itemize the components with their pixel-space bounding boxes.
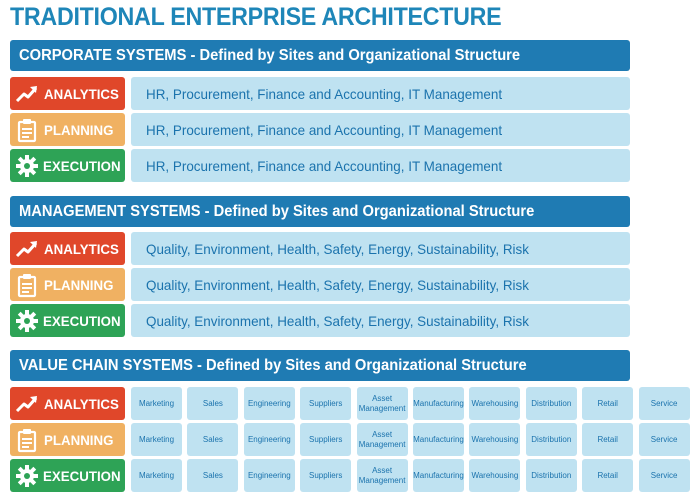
content-text: Quality, Environment, Health, Safety, Energy, Sustainability, Risk	[146, 240, 529, 257]
management-planning-content	[131, 268, 630, 301]
planning-badge	[10, 113, 125, 146]
analytics-label: ANALYTICS	[44, 395, 119, 412]
value-chain-cell: Service	[639, 423, 690, 456]
value-chain-cell: Marketing	[131, 387, 182, 420]
value-chain-cell: Warehousing	[469, 387, 520, 420]
value-chain-cell: Asset Management	[357, 387, 408, 420]
value-chain-cell: Marketing	[131, 459, 182, 492]
gear-icon	[14, 308, 39, 334]
value-chain-cell: Engineering	[244, 459, 295, 492]
section-header-value-chain	[10, 350, 630, 381]
value-chain-cell: Asset Management	[357, 423, 408, 456]
value-chain-cell: Manufacturing	[413, 459, 464, 492]
value-chain-cell: Service	[639, 459, 690, 492]
execution-label: EXECUTION	[43, 467, 121, 484]
value-chain-cell: Sales	[187, 459, 238, 492]
analytics-badge	[10, 77, 125, 110]
value-chain-cell: Manufacturing	[413, 423, 464, 456]
clipboard-icon	[14, 427, 40, 453]
execution-badge	[10, 149, 125, 182]
section-header-corporate	[10, 40, 630, 71]
value-chain-cell: Sales	[187, 423, 238, 456]
planning-label: PLANNING	[44, 431, 114, 448]
value-chain-cell: Suppliers	[300, 459, 351, 492]
planning-badge	[10, 268, 125, 301]
value-chain-row-execution	[10, 459, 678, 492]
planning-badge	[10, 423, 125, 456]
value-chain-cell: Retail	[582, 387, 633, 420]
planning-label: PLANNING	[44, 276, 114, 293]
value-chain-row-planning	[10, 423, 678, 456]
section-header-management	[10, 196, 630, 227]
gear-icon	[14, 153, 39, 179]
corporate-row-planning	[10, 113, 630, 146]
value-chain-cell: Distribution	[526, 459, 577, 492]
value-chain-cell: Retail	[582, 459, 633, 492]
content-text: HR, Procurement, Finance and Accounting, IT Management	[146, 157, 503, 174]
corporate-execution-content	[131, 149, 630, 182]
page-title: TRADITIONAL ENTERPRISE ARCHITECTURE	[10, 3, 502, 31]
corporate-row-execution	[10, 149, 630, 182]
management-row-analytics	[10, 232, 630, 265]
value-chain-cell: Distribution	[526, 387, 577, 420]
value-chain-cell: Manufacturing	[413, 387, 464, 420]
execution-label: EXECUTION	[43, 312, 121, 329]
execution-badge	[10, 304, 125, 337]
value-chain-cell: Asset Management	[357, 459, 408, 492]
value-chain-cell: Sales	[187, 387, 238, 420]
section-header-text: VALUE CHAIN SYSTEMS - Defined by Sites and Organizational Structure	[19, 356, 527, 374]
management-row-planning	[10, 268, 630, 301]
section-header-text: CORPORATE SYSTEMS - Defined by Sites and Organizational Structure	[19, 46, 521, 64]
content-text: HR, Procurement, Finance and Accounting, IT Management	[146, 121, 503, 138]
analytics-badge	[10, 387, 125, 420]
clipboard-icon	[14, 117, 40, 143]
value-chain-cell: Suppliers	[300, 423, 351, 456]
execution-label: EXECUTION	[43, 157, 121, 174]
value-chain-cell: Warehousing	[469, 459, 520, 492]
management-execution-content	[131, 304, 630, 337]
planning-label: PLANNING	[44, 121, 114, 138]
value-chain-cell: Retail	[582, 423, 633, 456]
value-chain-cell: Marketing	[131, 423, 182, 456]
value-chain-cell: Warehousing	[469, 423, 520, 456]
value-chain-cell: Engineering	[244, 387, 295, 420]
management-row-execution	[10, 304, 630, 337]
execution-badge	[10, 459, 125, 492]
trend-up-icon	[14, 81, 40, 107]
value-chain-cell: Suppliers	[300, 387, 351, 420]
value-chain-cell: Service	[639, 387, 690, 420]
analytics-label: ANALYTICS	[44, 240, 119, 257]
content-text: Quality, Environment, Health, Safety, Energy, Sustainability, Risk	[146, 312, 529, 329]
gear-icon	[14, 463, 39, 489]
corporate-analytics-content	[131, 77, 630, 110]
section-header-text: MANAGEMENT SYSTEMS - Defined by Sites and Organizational Structure	[19, 202, 535, 220]
corporate-planning-content	[131, 113, 630, 146]
content-text: Quality, Environment, Health, Safety, Energy, Sustainability, Risk	[146, 276, 529, 293]
trend-up-icon	[14, 391, 40, 417]
value-chain-cell: Engineering	[244, 423, 295, 456]
trend-up-icon	[14, 236, 40, 262]
corporate-row-analytics	[10, 77, 630, 110]
management-analytics-content	[131, 232, 630, 265]
analytics-badge	[10, 232, 125, 265]
value-chain-cell: Distribution	[526, 423, 577, 456]
value-chain-row-analytics	[10, 387, 678, 420]
content-text: HR, Procurement, Finance and Accounting, IT Management	[146, 85, 503, 102]
analytics-label: ANALYTICS	[44, 85, 119, 102]
clipboard-icon	[14, 272, 40, 298]
